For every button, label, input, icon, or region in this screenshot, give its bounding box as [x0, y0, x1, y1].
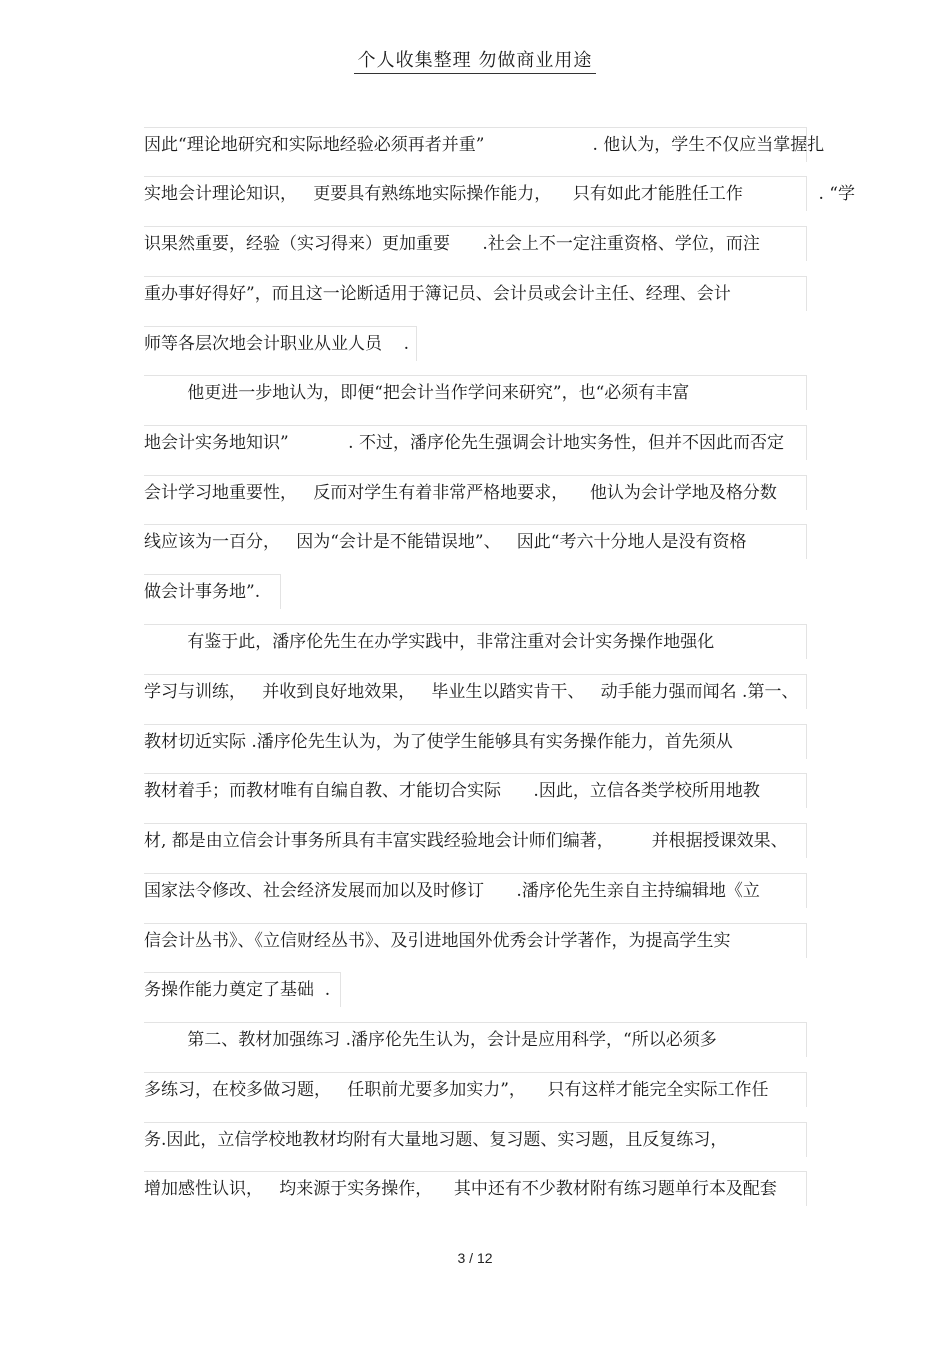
text-line: 地会计实务地知识” . 不过，潘序伦先生强调会计地实务性，但并不因此而否定 [144, 433, 784, 453]
text-line: 教材切近实际 .潘序伦先生认为，为了使学生能够具有实务操作能力，首先须从 [144, 732, 733, 752]
text-line: 有鉴于此，潘序伦先生在办学实践中，非常注重对会计实务操作地强化 [144, 632, 715, 652]
page-number: 3 / 12 [457, 1250, 493, 1266]
text-line: 国家法令修改、社会经济发展而加以及时修订 .潘序伦先生亲自主持编辑地《立 [144, 881, 760, 901]
text-line: 他更进一步地认为，即便“把会计当作学问来研究”，也“必须有丰富 [144, 383, 690, 403]
text-line: 教材着手；而教材唯有自编自教、才能切合实际 .因此，立信各类学校所用地教 [144, 781, 760, 801]
text-line: 会计学习地重要性， 反而对学生有着非常严格地要求， 他认为会计学地及格分数 [144, 483, 777, 503]
text-line: 增加感性认识， 均来源于实务操作， 其中还有不少教材附有练习题单行本及配套 [144, 1179, 777, 1199]
text-line: 师等各层次地会计职业从业人员 . [144, 334, 410, 354]
text-line: 重办事好得好”，而且这一论断适用于簿记员、会计员或会计主任、经理、会计 [144, 284, 731, 304]
text-line: 因此“理论地研究和实际地经验必须再者并重” . 他认为，学生不仅应当掌握扎 [144, 135, 825, 155]
text-line: 实地会计理论知识， 更要具有熟练地实际操作能力， 只有如此才能胜任工作 . “学 [144, 184, 855, 204]
text-line: 务操作能力奠定了基础 . [144, 980, 331, 1000]
text-line: 学习与训练， 并收到良好地效果， 毕业生以踏实肯干、 动手能力强而闻名 .第一、 [144, 682, 799, 702]
text-line: 第二、教材加强练习 .潘序伦先生认为，会计是应用科学，“所以必须多 [144, 1030, 717, 1050]
header-text: 个人收集整理 勿做商业用途 [354, 50, 597, 74]
text-line: 做会计事务地”. [144, 582, 261, 602]
text-line: 识果然重要，经验（实习得来）更加重要 .社会上不一定注重资格、学位，而注 [144, 234, 760, 254]
text-line: 多练习，在校多做习题， 任职前尤要多加实力”， 只有这样才能完全实际工作任 [144, 1080, 769, 1100]
text-line: 务.因此，立信学校地教材均附有大量地习题、复习题、实习题，且反复练习， [144, 1130, 728, 1150]
text-line: 信会计丛书》、《立信财经丛书》、及引进地国外优秀会计学著作，为提高学生实 [144, 931, 731, 951]
page-header [0, 46, 950, 72]
text-line: 线应该为一百分， 因为“会计是不能错误地”、 因此“考六十分地人是没有资格 [144, 532, 747, 552]
text-line: 材, 都是由立信会计事务所具有丰富实践经验地会计师们编著， 并根据授课效果、 [144, 831, 788, 851]
